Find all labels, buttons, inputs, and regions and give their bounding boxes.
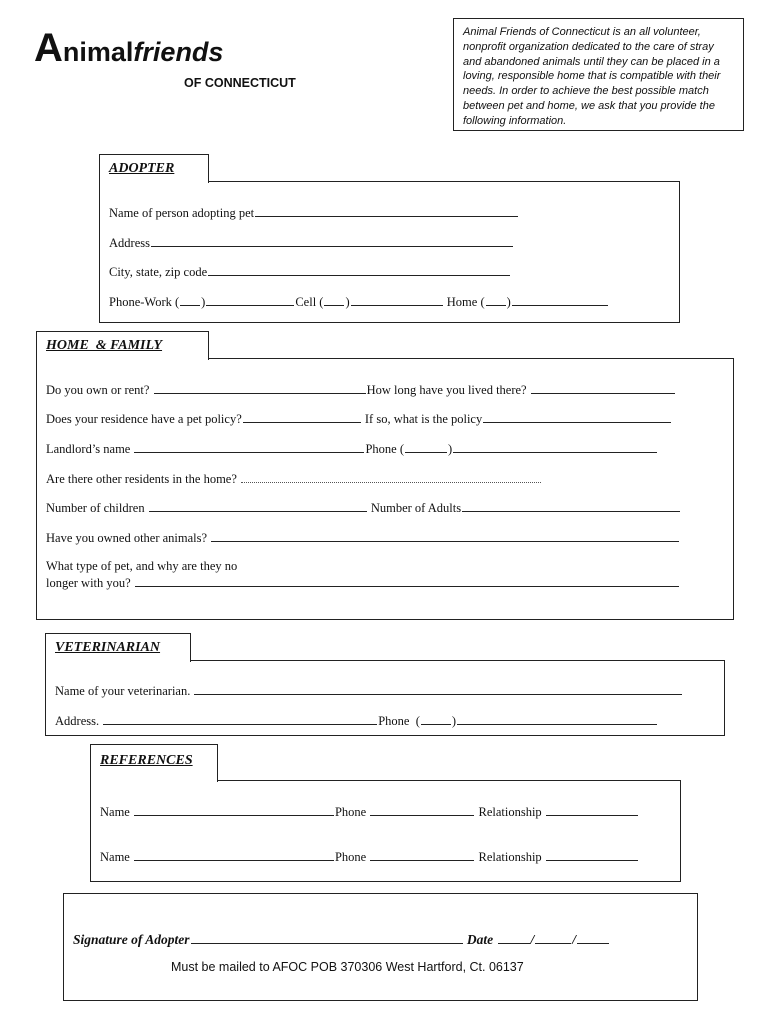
landlord-area-field[interactable] — [405, 440, 447, 453]
adopter-name-field[interactable] — [255, 204, 518, 217]
landlord-field[interactable] — [134, 440, 364, 453]
landlord-row — [46, 440, 658, 457]
adopter-phone-row — [109, 293, 609, 310]
logo-initial: A — [34, 26, 63, 70]
landlord-phone-label: Phone ( — [365, 442, 405, 456]
adopter-name-label: Name of person adopting pet — [109, 206, 255, 220]
signature-label: Signature of Adopter — [73, 932, 190, 947]
owned-other-label: Have you owned other animals? — [46, 531, 208, 545]
owned-other-field[interactable] — [211, 529, 679, 542]
pet-policy-label: Does your residence have a pet policy? — [46, 412, 242, 426]
how-long-field[interactable] — [531, 381, 675, 394]
home-phone-label: Home ( — [446, 295, 485, 309]
own-rent-label: Do you own or rent? — [46, 383, 150, 397]
references-tab — [90, 744, 218, 782]
adopter-city-field[interactable] — [208, 263, 510, 276]
adopter-name-row — [109, 204, 519, 221]
household-count-row — [46, 499, 681, 516]
paren-close: ) — [448, 442, 453, 456]
other-residents-row — [46, 470, 542, 487]
cell-area-field[interactable] — [324, 293, 344, 306]
home-family-heading: HOME & FAMILY — [46, 338, 163, 353]
if-so-label: If so, what is the policy — [364, 412, 483, 426]
reference-row-2 — [100, 848, 639, 865]
vet-name-label: Name of your veterinarian. — [55, 684, 191, 698]
adopter-address-label: Address — [109, 236, 150, 250]
date-day-field[interactable] — [535, 931, 571, 944]
vet-phone-label: Phone ( — [378, 714, 420, 728]
adopter-city-row — [109, 263, 511, 280]
what-type-row-2 — [46, 574, 680, 591]
pet-policy-row — [46, 410, 672, 427]
paren-close: ) — [506, 295, 511, 309]
veterinarian-tab — [45, 633, 191, 662]
vet-name-field[interactable] — [194, 682, 682, 695]
own-rent-row — [46, 381, 676, 398]
reference-name-label: Name — [100, 805, 130, 819]
own-rent-field[interactable] — [154, 381, 366, 394]
logo — [34, 26, 223, 71]
reference-2-relationship-field[interactable] — [546, 848, 638, 861]
phone-work-label: Phone-Work ( — [109, 295, 180, 309]
adopter-city-label: City, state, zip code — [109, 265, 208, 279]
logo-subtitle: OF CONNECTICUT — [184, 76, 296, 90]
veterinarian-heading: VETERINARIAN — [55, 640, 161, 655]
what-type-field[interactable] — [135, 574, 679, 587]
paren-close: ) — [201, 295, 206, 309]
owned-other-row — [46, 529, 680, 546]
date-year-field[interactable] — [577, 931, 609, 944]
date-month-field[interactable] — [498, 931, 530, 944]
reference-name-label: Name — [100, 850, 130, 864]
reference-1-name-field[interactable] — [134, 803, 334, 816]
adults-field[interactable] — [462, 499, 680, 512]
vet-name-row — [55, 682, 683, 699]
reference-row-1 — [100, 803, 639, 820]
how-long-label: How long have you lived there? — [366, 383, 527, 397]
pet-policy-field[interactable] — [243, 410, 361, 423]
signature-row — [73, 931, 610, 948]
intro-text: Animal Friends of Connecticut is an all volunteer, nonprofit organization dedicated to the care of stray and abandoned animals until they can be placed in a loving, responsible home that is compatible with their needs. In order to achieve the best possible match between pet and home, we ask that you provide the following information. — [463, 26, 721, 127]
vet-address-field[interactable] — [103, 712, 377, 725]
date-slash: / — [530, 932, 535, 947]
reference-1-phone-field[interactable] — [370, 803, 474, 816]
date-label: Date — [466, 932, 494, 947]
adults-label: Number of Adults — [370, 501, 462, 515]
intro-box — [453, 18, 744, 131]
other-residents-field[interactable] — [241, 470, 541, 483]
home-phone-field[interactable] — [512, 293, 608, 306]
adopter-address-row — [109, 234, 514, 251]
adopter-address-field[interactable] — [151, 234, 513, 247]
landlord-label: Landlord’s name — [46, 442, 131, 456]
references-heading: REFERENCES — [100, 753, 193, 768]
adopter-heading: ADOPTER — [109, 161, 175, 176]
cell-label: Cell ( — [295, 295, 324, 309]
what-type-row-1 — [46, 559, 237, 574]
phone-work-field[interactable] — [206, 293, 294, 306]
paren-close: ) — [451, 714, 457, 728]
vet-address-row — [55, 712, 658, 729]
vet-area-field[interactable] — [421, 712, 451, 725]
reference-2-name-field[interactable] — [134, 848, 334, 861]
home-family-tab — [36, 331, 209, 360]
reference-1-relationship-field[interactable] — [546, 803, 638, 816]
adopter-tab — [99, 154, 209, 183]
landlord-phone-field[interactable] — [453, 440, 657, 453]
reference-phone-label: Phone — [334, 850, 367, 864]
logo-nimal: nimal — [62, 37, 134, 67]
reference-phone-label: Phone — [334, 805, 367, 819]
children-label: Number of children — [46, 501, 145, 515]
reference-relationship-label: Relationship — [478, 805, 542, 819]
vet-phone-field[interactable] — [457, 712, 657, 725]
what-type-label-1: What type of pet, and why are they no — [46, 559, 238, 573]
phone-work-area-field[interactable] — [180, 293, 200, 306]
reference-relationship-label: Relationship — [478, 850, 542, 864]
reference-2-phone-field[interactable] — [370, 848, 474, 861]
date-slash: / — [572, 932, 577, 947]
logo-friends: friends — [133, 37, 224, 67]
references-section — [90, 780, 681, 882]
cell-field[interactable] — [351, 293, 443, 306]
children-field[interactable] — [149, 499, 367, 512]
other-residents-label: Are there other residents in the home? — [46, 472, 237, 486]
vet-address-label: Address. — [55, 714, 100, 728]
mail-instructions: Must be mailed to AFOC POB 370306 West Hartford, Ct. 06137 — [171, 960, 524, 974]
paren-close: ) — [345, 295, 350, 309]
signature-field[interactable] — [191, 931, 463, 944]
if-so-field[interactable] — [483, 410, 671, 423]
what-type-label-2: longer with you? — [46, 576, 131, 590]
home-area-field[interactable] — [486, 293, 506, 306]
